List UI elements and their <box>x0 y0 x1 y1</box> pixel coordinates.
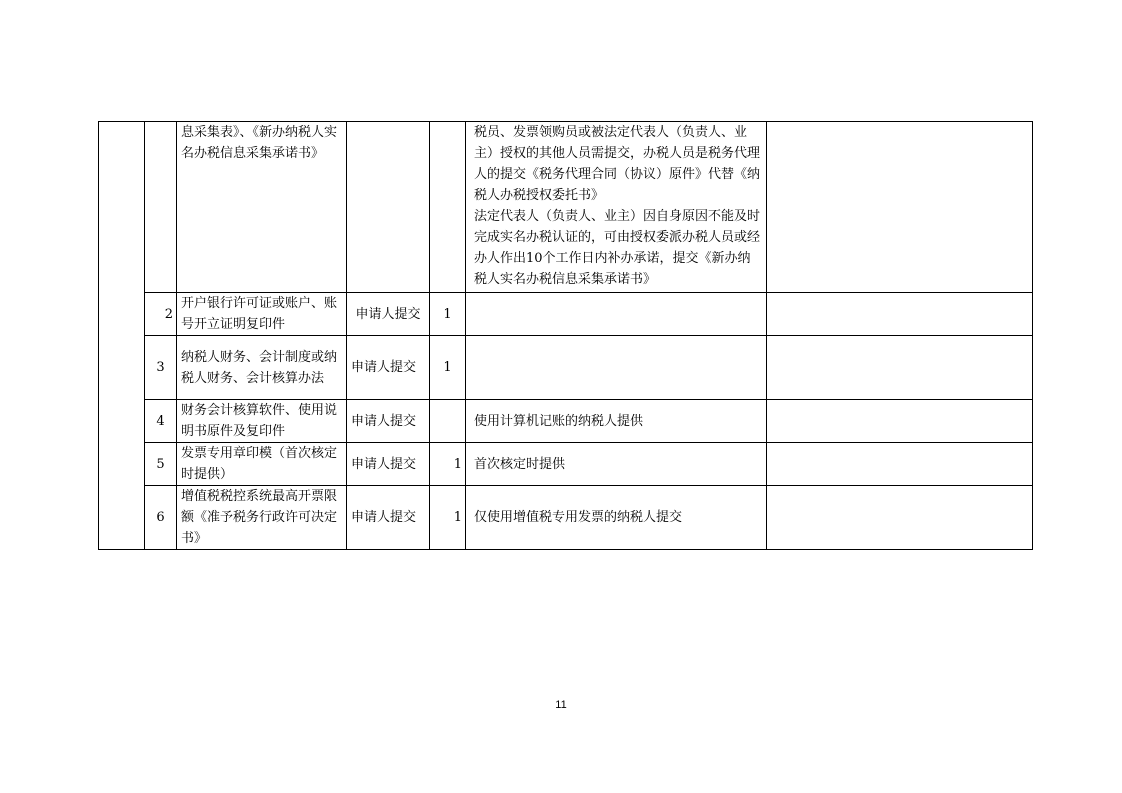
index-cell: 3 <box>145 336 177 400</box>
index-cell: 2 <box>145 293 177 336</box>
table-row <box>99 486 1033 550</box>
note-cell <box>466 122 767 293</box>
count-cell <box>430 400 466 443</box>
table-row <box>99 336 1033 400</box>
note-cell: 首次核定时提供 <box>466 443 767 486</box>
table-row <box>99 400 1033 443</box>
count-cell: 1 <box>430 336 466 400</box>
source-cell: 申请人提交 <box>347 443 430 486</box>
source-cell: 申请人提交 <box>347 486 430 550</box>
table-row <box>99 293 1033 336</box>
source-cell <box>347 122 430 293</box>
count-cell: 1 <box>430 293 466 336</box>
material-cell: 增值税税控系统最高开票限额《准予税务行政许可决定书》 <box>177 486 347 550</box>
source-cell: 申请人提交 <box>347 293 430 336</box>
remark-cell <box>767 400 1033 443</box>
index-cell <box>145 122 177 293</box>
source-cell: 申请人提交 <box>347 336 430 400</box>
material-cell: 财务会计核算软件、使用说明书原件及复印件 <box>177 400 347 443</box>
remark-cell <box>767 122 1033 293</box>
remark-cell <box>767 336 1033 400</box>
note-cell <box>466 336 767 400</box>
remark-cell <box>767 293 1033 336</box>
material-cell: 发票专用章印模（首次核定时提供） <box>177 443 347 486</box>
count-cell <box>430 122 466 293</box>
table-row <box>99 122 1033 293</box>
table-row <box>99 443 1033 486</box>
index-cell: 4 <box>145 400 177 443</box>
note-cell <box>466 293 767 336</box>
category-cell <box>99 122 145 550</box>
count-cell: 1 <box>430 443 466 486</box>
count-cell: 1 <box>430 486 466 550</box>
page-number: 11 <box>555 699 567 711</box>
index-cell: 6 <box>145 486 177 550</box>
index-cell: 5 <box>145 443 177 486</box>
requirements-table <box>98 121 1033 550</box>
remark-cell <box>767 443 1033 486</box>
material-text: 息采集表》、《新办纳税人实名办税信息采集承诺书》 <box>181 125 338 161</box>
source-cell: 申请人提交 <box>347 400 430 443</box>
remark-cell <box>767 486 1033 550</box>
note-cell: 仅使用增值税专用发票的纳税人提交 <box>466 486 767 550</box>
note-paragraph: 税员、发票领购员或被法定代表人（负责人、业主）授权的其他人员需提交，办税人员是税务代理人的提交《税务代理合同（协议）原件》代替《纳税人办税授权委托书》 <box>474 125 761 203</box>
material-cell: 纳税人财务、会计制度或纳税人财务、会计核算办法 <box>177 336 347 400</box>
note-paragraph: 法定代表人（负责人、业主）因自身原因不能及时完成实名办税认证的，可由授权委派办税人员或经办人作出10个工作日内补办承诺，提交《新办纳税人实名办税信息采集承诺书》 <box>474 209 761 287</box>
note-cell: 使用计算机记账的纳税人提供 <box>466 400 767 443</box>
material-cell <box>177 122 347 293</box>
material-cell: 开户银行许可证或账户、账号开立证明复印件 <box>177 293 347 336</box>
